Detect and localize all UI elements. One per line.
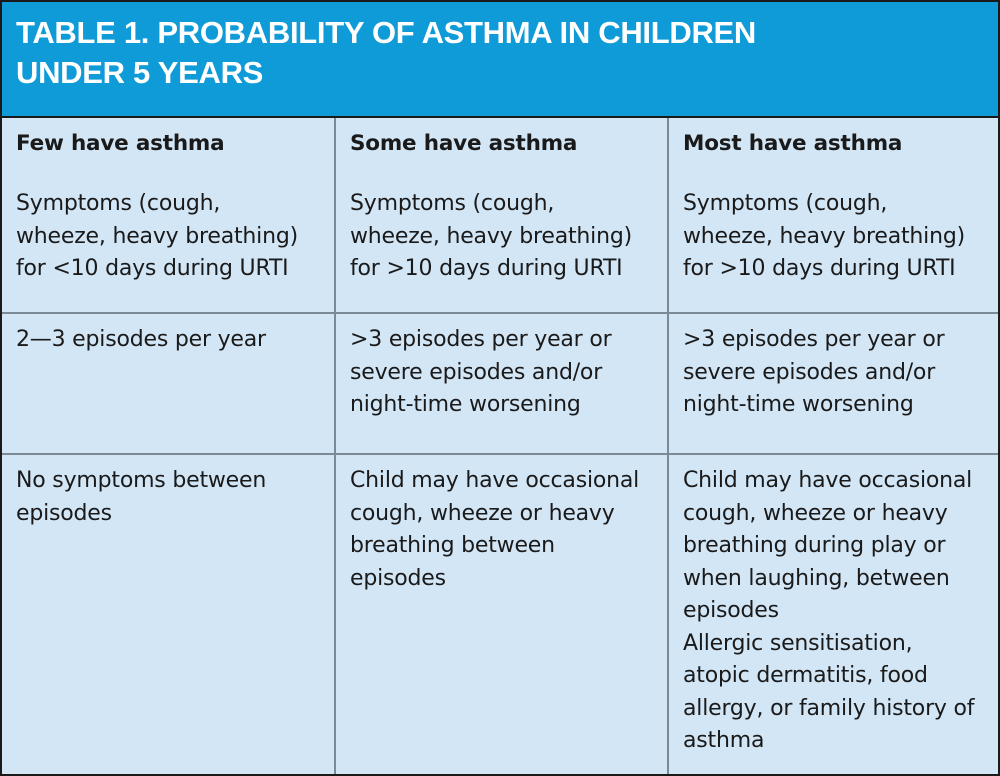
cell-text-line: Symptoms (cough, bbox=[350, 191, 555, 216]
table-cell-some bbox=[335, 178, 668, 313]
cell-text-line: for >10 days during URTI bbox=[350, 256, 623, 281]
probability-table bbox=[2, 118, 998, 776]
cell-text-line: when laughing, between bbox=[683, 565, 950, 591]
cell-text-line: No symptoms between bbox=[16, 468, 267, 493]
column-header-few: Few have asthma bbox=[2, 118, 335, 178]
cell-text-line: for <10 days during URTI bbox=[16, 256, 289, 281]
table-row-symptom-duration bbox=[2, 178, 998, 313]
cell-text-line: Child may have occasional bbox=[683, 468, 973, 493]
cell-text-line: severe episodes and/or bbox=[683, 359, 936, 385]
cell-text-line: episodes bbox=[683, 598, 779, 623]
cell-text-line: >3 episodes per year or bbox=[350, 327, 612, 352]
cell-text-line: Child may have occasional bbox=[350, 468, 640, 493]
cell-text-line: night-time worsening bbox=[683, 392, 914, 417]
cell-text-line: episodes bbox=[350, 565, 446, 591]
cell-text-line: episodes bbox=[16, 500, 112, 526]
table-cell-few bbox=[2, 178, 335, 313]
table-cell-most bbox=[668, 178, 998, 313]
table-cell-most bbox=[668, 313, 998, 454]
table-cell-some bbox=[335, 313, 668, 454]
cell-text-line: severe episodes and/or bbox=[350, 359, 603, 385]
table-cell-few bbox=[2, 313, 335, 454]
cell-text-line: breathing during play or bbox=[683, 533, 946, 558]
table-header-row bbox=[2, 118, 998, 178]
table-cell-some bbox=[335, 454, 668, 776]
cell-text-line: >3 episodes per year or bbox=[683, 327, 945, 352]
column-header-some: Some have asthma bbox=[335, 118, 668, 178]
cell-text-line: wheeze, heavy breathing) bbox=[350, 223, 632, 249]
cell-text-line: cough, wheeze or heavy bbox=[350, 500, 615, 526]
cell-text-line: Allergic sensitisation, bbox=[683, 630, 913, 656]
table-title-bar bbox=[2, 2, 998, 118]
cell-text-line: breathing between bbox=[350, 533, 555, 558]
cell-text-line: night-time worsening bbox=[350, 392, 581, 417]
table-title-line-2: UNDER 5 YEARS bbox=[16, 55, 264, 90]
cell-text-line: allergy, or family history of bbox=[683, 695, 975, 721]
cell-text-line: 2—3 episodes per year bbox=[16, 327, 266, 352]
table-cell-few bbox=[2, 454, 335, 776]
table-cell-most bbox=[668, 454, 998, 776]
cell-text-line: wheeze, heavy breathing) bbox=[16, 223, 298, 249]
cell-text-line: for >10 days during URTI bbox=[683, 256, 956, 281]
cell-text-line: asthma bbox=[683, 728, 765, 753]
cell-text-line: cough, wheeze or heavy bbox=[683, 500, 948, 526]
column-header-most: Most have asthma bbox=[683, 131, 903, 156]
cell-text-line: atopic dermatitis, food bbox=[683, 663, 928, 688]
cell-text-line: Symptoms (cough, bbox=[683, 191, 888, 216]
table-title-line-1: TABLE 1. PROBABILITY OF ASTHMA IN CHILDREN bbox=[16, 15, 757, 50]
table-row-between-episodes bbox=[2, 454, 998, 776]
cell-text-line: wheeze, heavy breathing) bbox=[683, 223, 965, 249]
table-row-episode-frequency bbox=[2, 313, 998, 454]
cell-text-line: Symptoms (cough, bbox=[16, 191, 221, 216]
